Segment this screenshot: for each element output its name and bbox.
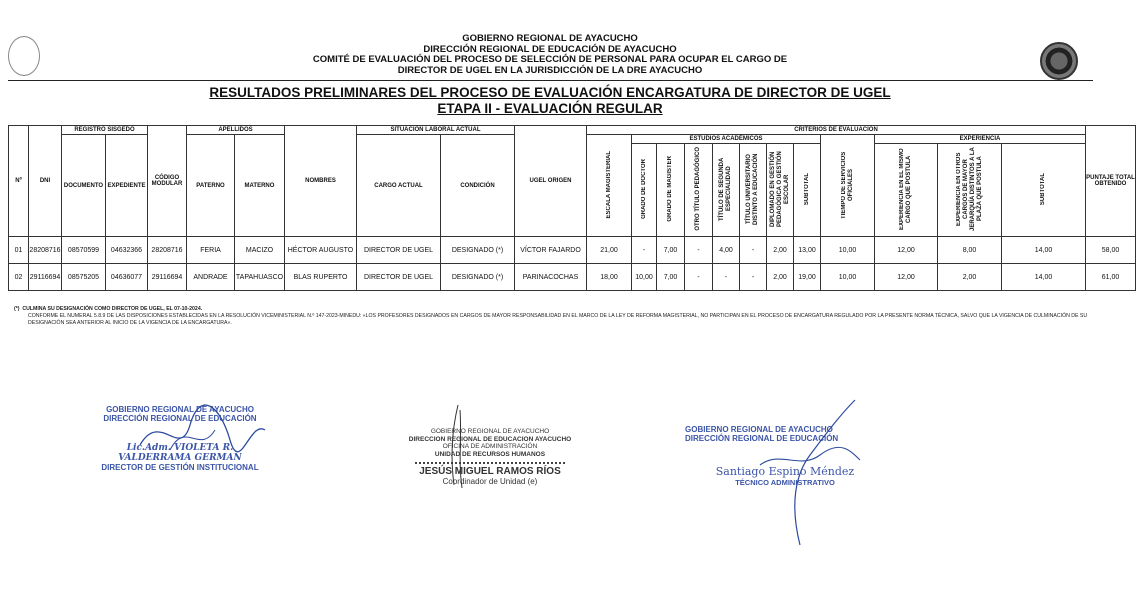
sig2-stamp-line-1: GOBIERNO REGIONAL DE AYACUCHO (430, 428, 550, 435)
document-header (250, 34, 850, 76)
cell-materno: TAPAHUASCO (235, 264, 285, 291)
sig2-dotted-line (415, 462, 565, 464)
col-subtotal2: SUBTOTAL (1002, 144, 1086, 237)
cell-cargo: DIRECTOR DE UGEL (357, 237, 441, 264)
cell-puntaje: 61,00 (1086, 264, 1136, 291)
cell-otro-titulo: - (685, 264, 713, 291)
col-doctor: GRADO DE DOCTOR (632, 144, 657, 237)
cell-otro-titulo: - (685, 237, 713, 264)
cell-segunda: - (713, 264, 740, 291)
col-segunda: TÍTULO DE SEGUNDA ESPECIALIDAD (713, 144, 740, 237)
footnote-line-1: CULMINA SU DESIGNACIÓN COMO DIRECTOR DE UGEL, EL 07-10-2024. (22, 306, 203, 312)
cell-magister: 7,00 (657, 237, 685, 264)
sig1-stamp-line-1: GOBIERNO REGIONAL DE AYACUCHO (106, 405, 254, 414)
cell-subtotal1: 19,00 (794, 264, 821, 291)
col-documento: DOCUMENTO (62, 135, 106, 237)
cell-tiempo: 10,00 (821, 264, 875, 291)
col-codigo: CÓDIGO MODULAR (148, 126, 187, 237)
sig3-stamp-line-2: DIRECCIÓN REGIONAL DE EDUCACIÓN (685, 434, 839, 443)
col-puntaje: PUNTAJE TOTAL OBTENIDO (1086, 126, 1136, 237)
cell-exp-otros: 8,00 (938, 237, 1002, 264)
header-line-1: GOBIERNO REGIONAL DE AYACUCHO (462, 33, 638, 44)
cell-documento: 08570599 (62, 237, 106, 264)
regional-seal (1040, 42, 1078, 80)
sig2-name: JESÚS MIGUEL RAMOS RÍOS (419, 466, 561, 477)
cell-condicion: DESIGNADO (*) (441, 237, 515, 264)
cell-escala: 21,00 (587, 237, 632, 264)
cell-doctor: - (632, 237, 657, 264)
sig2-stamp-line-2: DIRECCION REGIONAL DE EDUCACION AYACUCHO (408, 435, 572, 443)
cell-ugel: VÍCTOR FAJARDO (515, 237, 587, 264)
col-magister: GRADO DE MAGISTER (657, 144, 685, 237)
group-apellidos: APELLIDOS (187, 126, 285, 135)
cell-puntaje: 58,00 (1086, 237, 1136, 264)
sig1-role: DIRECTOR DE GESTIÓN INSTITUCIONAL (101, 463, 259, 472)
cell-ugel: PARINACOCHAS (515, 264, 587, 291)
cell-paterno: ANDRADE (187, 264, 235, 291)
sig2-role: Coordinador de Unidad (e) (442, 477, 538, 486)
table-row (9, 237, 1136, 264)
cell-paterno: FERIA (187, 237, 235, 264)
header-line-3: COMITÉ DE EVALUACIÓN DEL PROCESO DE SELECCIÓN DE PERSONAL PARA OCUPAR EL CARGO DE (312, 54, 788, 65)
sig2-stamp-line-3: OFICINA DE ADMINISTRACIÓN (442, 443, 538, 450)
cell-condicion: DESIGNADO (*) (441, 264, 515, 291)
cell-dni: 29116694 (29, 264, 62, 291)
col-condicion: CONDICIÓN (441, 135, 515, 237)
footnote (14, 306, 1094, 327)
col-dni: DNI (29, 126, 62, 237)
cell-cargo: DIRECTOR DE UGEL (357, 264, 441, 291)
cell-codigo: 28208716 (148, 237, 187, 264)
col-tiempo: TIEMPO DE SERVICIOS OFICIALES (821, 135, 875, 237)
cell-subtotal2: 14,00 (1002, 237, 1086, 264)
signature-block-2 (380, 428, 600, 486)
page-subtitle: ETAPA II - EVALUACIÓN REGULAR (437, 101, 663, 116)
cell-doctor: 10,00 (632, 264, 657, 291)
cell-dni: 28208716 (29, 237, 62, 264)
sig1-stamp-line-2: DIRECCIÓN REGIONAL DE EDUCACIÓN (103, 414, 257, 423)
cell-expediente: 04632366 (106, 237, 148, 264)
cell-segunda: 4,00 (713, 237, 740, 264)
cell-subtotal1: 13,00 (794, 237, 821, 264)
col-materno: MATERNO (235, 135, 285, 237)
results-table (8, 125, 1136, 291)
cell-diplomado: 2,00 (767, 237, 794, 264)
sig3-name: Santiago Espino Méndez (715, 465, 855, 478)
cell-univ: - (740, 237, 767, 264)
cell-materno: MACIZO (235, 237, 285, 264)
sig1-name: Lic.Adm. VIOLETA R. VALDERRAMA GERMAN (118, 443, 242, 463)
col-paterno: PATERNO (187, 135, 235, 237)
col-expediente: EXPEDIENTE (106, 135, 148, 237)
group-situacion: SITUACIÓN LABORAL ACTUAL (357, 126, 515, 135)
col-n: Nº (9, 126, 29, 237)
col-univ: TÍTULO UNIVERSITARIO DISTINTO A EDUCACIÓN (740, 144, 767, 237)
group-criterios: CRITERIOS DE EVALUACIÓN (587, 126, 1086, 135)
col-ugel: UGEL ORIGEN (515, 126, 587, 237)
cell-diplomado: 2,00 (767, 264, 794, 291)
cell-nombres: HÉCTOR AUGUSTO (285, 237, 357, 264)
sig2-stamp-line-4: UNIDAD DE RECURSOS HUMANOS (434, 450, 546, 458)
cell-nombres: BLAS RUPERTO (285, 264, 357, 291)
cell-n: 01 (9, 237, 29, 264)
cell-escala: 18,00 (587, 264, 632, 291)
footnote-line-2: CONFORME EL NUMERAL 5.8.9 DE LAS DISPOSICIONES ESTABLECIDAS EN LA RESOLUCIÓN VICEMINISTERIAL N.º 147-2023-MINEDU: «LOS PROFESORES DESIGNADOS EN CARGOS DE MAYOR RESPONSABILIDAD EN EL MARCO DE LA LEY DE REFORMA MAGISTERIAL, NO PARTICIPAN EN EL PROCESO DE ENCARGATURA REGULADO POR LA PRESENTE NORMA TÉCNICA, SALVO QUE LA VIGENCIA DE CULMINACIÓN DE SU DESIGNACIÓN SEA ANTERIOR AL INICIO DE LA VIGENCIA DE LA ENCARGATURA». (28, 313, 1088, 326)
signature-block-1 (90, 405, 270, 472)
table-row (9, 264, 1136, 291)
cell-exp-mismo: 12,00 (875, 237, 938, 264)
page-title: RESULTADOS PRELIMINARES DEL PROCESO DE EVALUACIÓN ENCARGATURA DE DIRECTOR DE UGEL (209, 85, 891, 100)
dre-logo (8, 36, 40, 76)
header-divider (8, 80, 1093, 81)
sig3-role: TÉCNICO ADMINISTRATIVO (735, 478, 835, 487)
cell-codigo: 29116694 (148, 264, 187, 291)
cell-n: 02 (9, 264, 29, 291)
cell-subtotal2: 14,00 (1002, 264, 1086, 291)
cell-exp-otros: 2,00 (938, 264, 1002, 291)
cell-expediente: 04636077 (106, 264, 148, 291)
cell-univ: - (740, 264, 767, 291)
signature-block-3 (685, 425, 885, 487)
col-nombres: NOMBRES (285, 126, 357, 237)
col-otro-titulo: OTRO TÍTULO PEDAGÓGICO (685, 144, 713, 237)
col-exp-mismo: EXPERIENCIA EN EL MISMO CARGO QUE POSTULA (875, 144, 938, 237)
col-cargo: CARGO ACTUAL (357, 135, 441, 237)
header-line-2: DIRECCIÓN REGIONAL DE EDUCACIÓN DE AYACUCHO (423, 43, 677, 55)
sig3-stamp-line-1: GOBIERNO REGIONAL DE AYACUCHO (685, 425, 833, 434)
col-escala: ESCALA MAGISTERIAL (587, 135, 632, 237)
group-estudios: ESTUDIOS ACADÉMICOS (632, 135, 821, 144)
footnote-mark: (*) (14, 306, 20, 312)
col-subtotal1: SUBTOTAL (794, 144, 821, 237)
col-exp-otros: EXPERIENCIA EN OTROS CARGOS DE MAYOR JERARQUÍA DISTINTOS A LA PLAZA QUE POSTULA (938, 144, 1002, 237)
group-experiencia: EXPERIENCIA (875, 135, 1086, 144)
group-registro: REGISTRO SISGEDO (62, 126, 148, 135)
cell-tiempo: 10,00 (821, 237, 875, 264)
col-diplomado: DIPLOMADO EN GESTIÓN PEDAGÓGICA O GESTIÓN ESCOLAR (767, 144, 794, 237)
header-line-4: DIRECTOR DE UGEL EN LA JURISDICCIÓN DE LA DRE AYACUCHO (397, 64, 703, 76)
cell-documento: 08575205 (62, 264, 106, 291)
cell-magister: 7,00 (657, 264, 685, 291)
cell-exp-mismo: 12,00 (875, 264, 938, 291)
